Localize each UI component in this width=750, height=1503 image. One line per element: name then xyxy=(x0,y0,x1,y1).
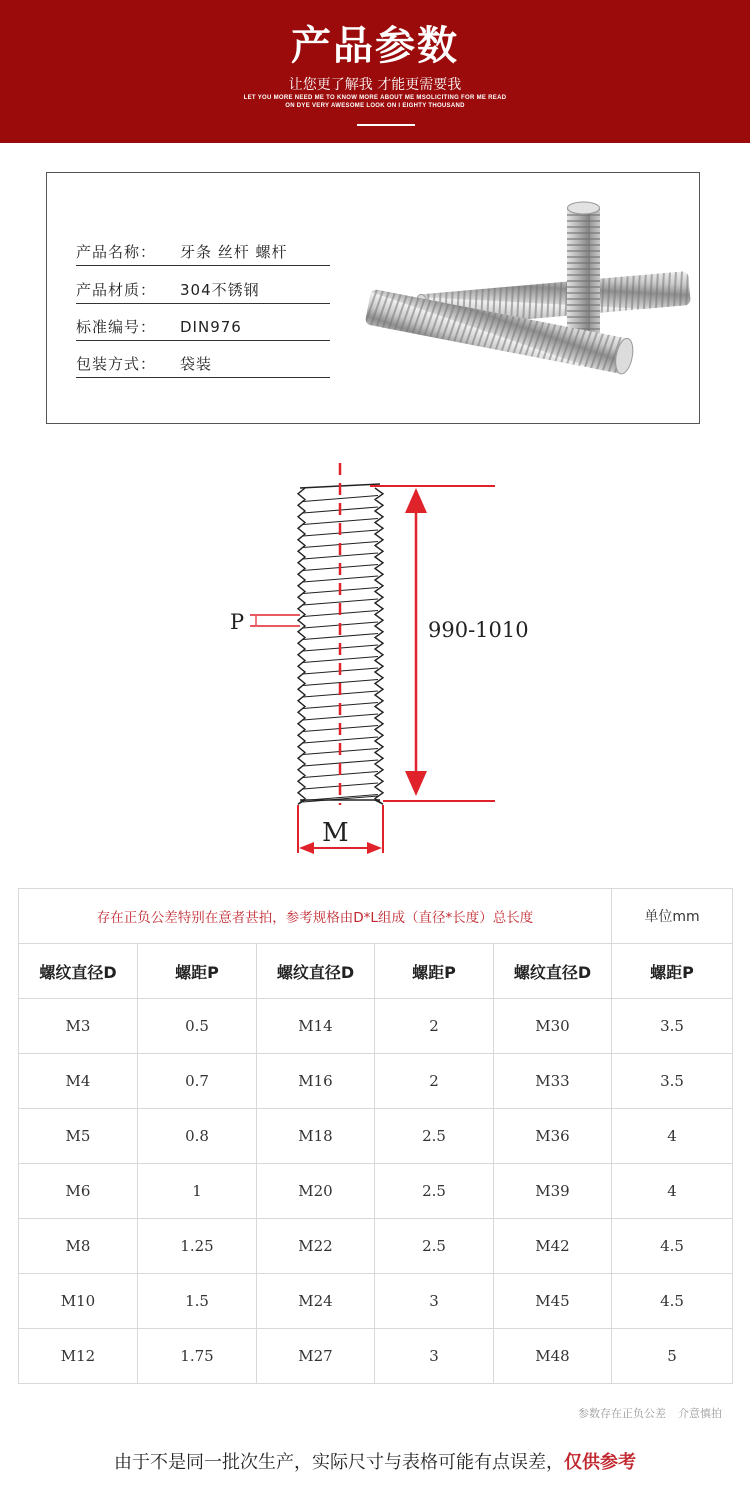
info-value: 304不锈钢 xyxy=(180,281,260,299)
info-row-standard xyxy=(76,314,330,341)
table-cell: 4.5 xyxy=(612,1219,733,1274)
column-header: 螺距P xyxy=(375,944,494,999)
table-cell: M5 xyxy=(19,1109,138,1164)
table-cell: M42 xyxy=(494,1219,612,1274)
table-cell: 3 xyxy=(375,1274,494,1329)
table-row xyxy=(19,999,733,1054)
thread-crest-line xyxy=(303,737,378,743)
table-cell: M39 xyxy=(494,1164,612,1219)
thread-crest-line xyxy=(303,496,378,502)
spec-body xyxy=(19,999,733,1384)
length-arrow-top xyxy=(405,488,427,513)
table-cell: M18 xyxy=(257,1109,375,1164)
table-cell: M20 xyxy=(257,1164,375,1219)
table-cell: 1.25 xyxy=(138,1219,257,1274)
footer-emphasis: 仅供参考 xyxy=(564,1452,636,1473)
info-label: 产品名称： xyxy=(76,243,157,261)
thread-left-edge xyxy=(298,488,305,804)
length-label: 990-1010 xyxy=(428,618,529,642)
table-cell: M33 xyxy=(494,1054,612,1109)
table-cell: M4 xyxy=(19,1054,138,1109)
footer-disclaimer xyxy=(0,1448,750,1474)
table-cell: 4 xyxy=(612,1109,733,1164)
length-arrow-bottom xyxy=(405,771,427,796)
table-cell: 1 xyxy=(138,1164,257,1219)
thread-crest-line xyxy=(303,796,378,802)
pitch-label: P xyxy=(230,610,245,634)
product-photo xyxy=(350,196,695,406)
table-cell: 0.5 xyxy=(138,999,257,1054)
diameter-label: M xyxy=(322,818,349,848)
table-cell: M6 xyxy=(19,1164,138,1219)
info-value: DIN976 xyxy=(180,318,242,336)
table-row xyxy=(19,1329,733,1384)
table-cell: 2 xyxy=(375,999,494,1054)
tolerance-note: 存在正负公差特别在意者甚拍，参考规格由D*L组成（直径*长度）总长度 xyxy=(19,889,612,944)
table-cell: M36 xyxy=(494,1109,612,1164)
table-cell: M24 xyxy=(257,1274,375,1329)
footer-text: 由于不是同一批次生产，实际尺寸与表格可能有点误差， xyxy=(114,1452,564,1473)
column-header: 螺纹直径D xyxy=(494,944,612,999)
unit-label: 单位mm xyxy=(612,889,733,944)
table-row xyxy=(19,1164,733,1219)
spec-table xyxy=(18,888,733,1384)
info-label: 产品材质： xyxy=(76,281,157,299)
table-cell: 5 xyxy=(612,1329,733,1384)
diameter-arrow-left xyxy=(299,842,314,854)
table-cell: 1.75 xyxy=(138,1329,257,1384)
info-label: 包装方式： xyxy=(76,355,157,373)
diameter-arrow-right xyxy=(367,842,382,854)
table-cell: 0.8 xyxy=(138,1109,257,1164)
table-cell: M48 xyxy=(494,1329,612,1384)
table-row xyxy=(19,1274,733,1329)
table-cell: M10 xyxy=(19,1274,138,1329)
banner-title: 产品参数 xyxy=(291,23,459,69)
info-row-name xyxy=(76,239,330,266)
tolerance-caption-left: 参数存在正负公差 xyxy=(578,1407,666,1420)
rod-dimension-diagram xyxy=(0,455,750,865)
table-cell: M16 xyxy=(257,1054,375,1109)
table-cell: 2.5 xyxy=(375,1164,494,1219)
table-cell: M8 xyxy=(19,1219,138,1274)
table-cell: 4 xyxy=(612,1164,733,1219)
column-header: 螺纹直径D xyxy=(257,944,375,999)
table-cell: 3.5 xyxy=(612,1054,733,1109)
table-cell: 2.5 xyxy=(375,1109,494,1164)
table-cell: M27 xyxy=(257,1329,375,1384)
thread-crest-line xyxy=(303,657,378,663)
column-header: 螺距P xyxy=(612,944,733,999)
thread-crest-line xyxy=(303,576,378,582)
header-banner xyxy=(0,0,750,143)
table-cell: M30 xyxy=(494,999,612,1054)
banner-english-line-1: LET YOU MORE NEED ME TO KNOW MORE ABOUT ME MSOLICITING FOR ME READ xyxy=(243,95,507,101)
info-label: 标准编号： xyxy=(76,318,157,336)
column-header: 螺纹直径D xyxy=(19,944,138,999)
table-cell: 3.5 xyxy=(612,999,733,1054)
tolerance-caption-right: 介意慎拍 xyxy=(678,1407,722,1420)
banner-subtitle: 让您更了解我 才能更需要我 xyxy=(288,77,462,93)
banner-english-line-2: ON DYE VERY AWESOME LOOK ON I EIGHTY THOUSAND xyxy=(285,103,465,109)
table-cell: 2 xyxy=(375,1054,494,1109)
table-cell: M45 xyxy=(494,1274,612,1329)
info-row-packaging xyxy=(76,351,330,378)
table-cell: M12 xyxy=(19,1329,138,1384)
table-cell: 4.5 xyxy=(612,1274,733,1329)
table-row xyxy=(19,1219,733,1274)
table-cell: M22 xyxy=(257,1219,375,1274)
info-value: 袋装 xyxy=(180,355,213,373)
table-row xyxy=(19,1109,733,1164)
spec-note-row xyxy=(19,889,733,944)
thread-right-edge xyxy=(375,488,383,804)
info-value: 牙条 丝杆 螺杆 xyxy=(180,243,288,261)
column-header: 螺距P xyxy=(138,944,257,999)
table-cell: 1.5 xyxy=(138,1274,257,1329)
banner-divider xyxy=(357,124,415,126)
tolerance-caption xyxy=(578,1405,722,1421)
spec-header-row xyxy=(19,944,733,999)
table-cell: M14 xyxy=(257,999,375,1054)
info-row-material xyxy=(76,277,330,304)
table-cell: M3 xyxy=(19,999,138,1054)
table-cell: 0.7 xyxy=(138,1054,257,1109)
table-cell: 2.5 xyxy=(375,1219,494,1274)
table-cell: 3 xyxy=(375,1329,494,1384)
table-row xyxy=(19,1054,733,1109)
